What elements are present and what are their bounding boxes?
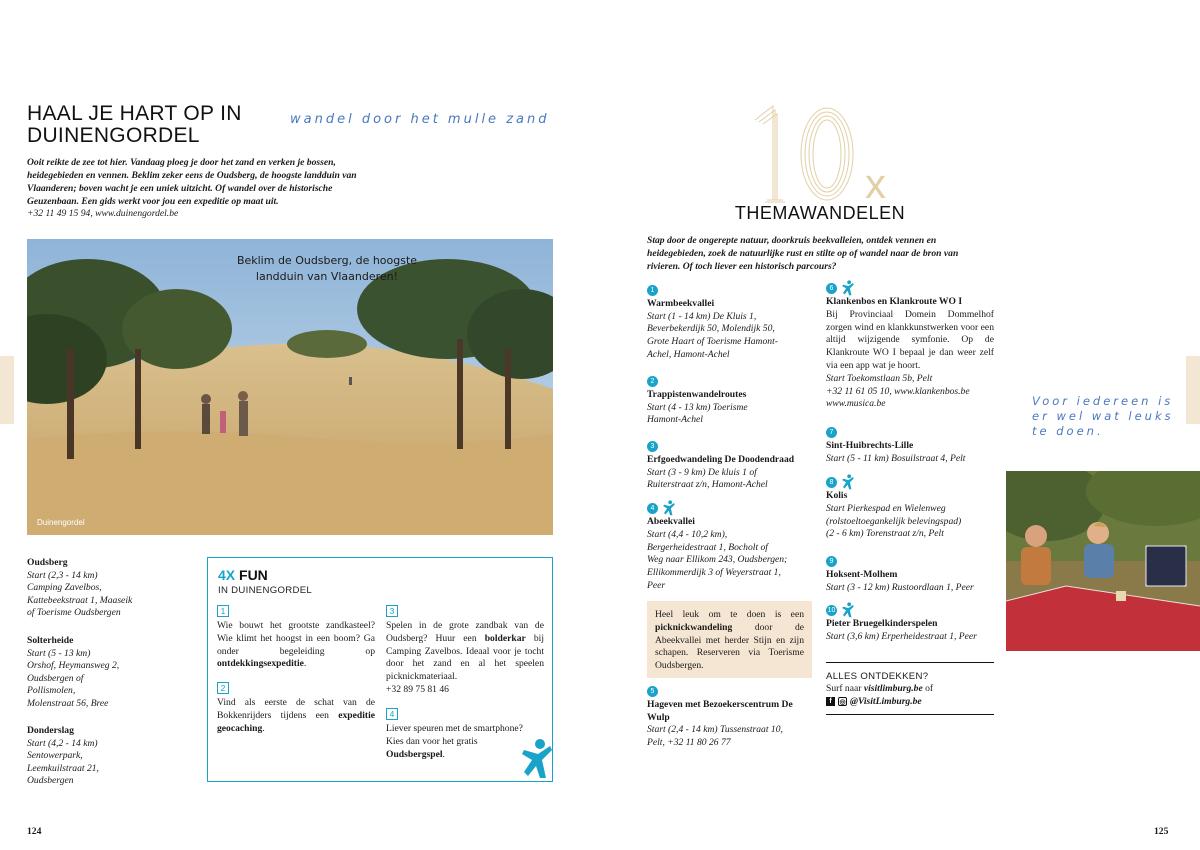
- route-number: 4: [647, 503, 658, 514]
- route-detail: www.musica.be: [826, 398, 886, 410]
- discover-social: [826, 695, 994, 708]
- route-detail: (rolstoeltoegankelijk belevingspad): [826, 515, 962, 527]
- route-5: [647, 686, 817, 750]
- route-number: 9: [826, 556, 837, 567]
- right-edge-tab: [1186, 356, 1200, 424]
- walk-detail: Camping Zavelbos,: [27, 582, 102, 594]
- route-name: Hageven met Bezoekerscentrum De Wulp: [647, 698, 793, 723]
- jumping-figure-icon: [662, 500, 676, 516]
- route-2: [647, 376, 812, 427]
- route-name: Klankenbos en Klankroute WO I: [826, 296, 963, 307]
- route-detail: Start (1 - 14 km) De Kluis 1,: [647, 310, 757, 322]
- walk-solterheide: [27, 635, 197, 711]
- fun-item-number: 2: [217, 682, 229, 694]
- route-name: Hoksent-Molhem: [826, 568, 898, 580]
- tip-bold: picknickwandeling: [655, 621, 733, 633]
- route-number: 5: [647, 686, 658, 697]
- fun-item-text: Spelen in de grote zandbak van de Oudsberg? Huur een: [386, 620, 544, 644]
- route-detail: +32 11 61 05 10, www.klankenbos.be: [826, 385, 970, 397]
- fun-title-rest: FUN: [235, 567, 268, 583]
- route-7: [826, 427, 1001, 465]
- fun-item-number: 1: [217, 605, 229, 617]
- walk-detail: Pollismolen,: [27, 685, 76, 697]
- page-number-right: 125: [1154, 826, 1169, 837]
- jumping-figure-icon: [520, 738, 554, 780]
- social-handle[interactable]: @VisitLimburg.be: [850, 696, 922, 707]
- fun-item-4: [386, 708, 524, 761]
- walk-detail: Start (5 - 13 km): [27, 647, 91, 659]
- route-8: [826, 474, 1001, 541]
- route-number: 10: [827, 606, 836, 614]
- route-name: Kolis: [826, 490, 848, 501]
- fun-item-3: [386, 605, 544, 697]
- fun-item-bold: expeditie geocaching: [217, 709, 375, 734]
- route-detail: Weg naar Ellikom 243, Oudsbergen;: [647, 554, 788, 566]
- fun-item-number: 4: [386, 708, 398, 720]
- right-intro: Stap door de ongerepte natuur, doorkruis beekvalleien, ontdek vennen en heidegebieden, zoek de natuurlijke rust en stilte op of wandel naar de bron van rivieren. Of toch liever een historisch parcours?: [647, 235, 959, 272]
- route-name: Abeekvallei: [647, 516, 695, 527]
- route-number: 1: [647, 285, 658, 296]
- walk-name: Donderslag: [27, 725, 74, 736]
- instagram-icon[interactable]: ◎: [839, 699, 846, 706]
- route-number: 2: [647, 376, 658, 387]
- fun-item-text: .: [262, 722, 265, 734]
- route-detail: Start (4 - 13 km) Toerisme: [647, 401, 748, 413]
- fun-item-bold: bolderkar: [484, 632, 526, 644]
- walk-detail: Orshof, Heymansweg 2,: [27, 660, 120, 672]
- page-number-left: 124: [27, 826, 42, 837]
- fun-item-1: [217, 605, 375, 671]
- route-name: Sint-Huibrechts-Lille: [826, 439, 914, 451]
- walk-detail: of Toerisme Oudsbergen: [27, 607, 121, 619]
- route-detail: Bergerheidestraat 1, Bocholt of: [647, 541, 768, 553]
- route-detail: Pelt, +32 11 80 26 77: [647, 737, 731, 749]
- route-4: [647, 500, 817, 593]
- fun-item-text: .: [303, 658, 307, 670]
- route-detail: Start (2,4 - 14 km) Tussenstraat 10,: [647, 724, 783, 736]
- walk-detail: Molenstraat 56, Bree: [27, 697, 109, 709]
- walk-detail: Oudsbergen: [27, 775, 74, 787]
- dune-photo: [27, 239, 553, 535]
- tip-text: door de Abeekvallei met herder Stijn en zijn schapen. Reserveren via Toerisme Oudsbergen.: [655, 621, 804, 672]
- discover-text-pre: Surf naar: [826, 683, 864, 694]
- fun-box: [207, 557, 553, 782]
- route-description: Bij Provinciaal Domein Dommelhof zorgen wind en klankkunstwerken voor een altijd wijzigende symfonie. Op de Klankroute WO I bepaal je dan weer zelf via een app wat je hoort.: [826, 308, 994, 371]
- big-x: x: [865, 160, 886, 205]
- route-number: 3: [647, 441, 658, 452]
- route-detail: Start (3 - 9 km) De kluis 1 of: [647, 466, 757, 478]
- fun-item-text: Vind als eerste de schat van de Bokkenrijders tijdens een: [217, 697, 375, 721]
- route-name: Trappistenwandelroutes: [647, 388, 747, 400]
- fun-item-bold: ontdekkingsexpeditie: [217, 658, 304, 670]
- page-title: HAAL JE HART OP IN DUINENGORDEL: [27, 102, 242, 147]
- discover-text: [826, 682, 994, 695]
- walk-detail: Sentowerpark,: [27, 750, 83, 762]
- route-number: 7: [826, 427, 837, 438]
- discover-text-post: of: [922, 683, 934, 694]
- fun-item-text: Liever speuren met de smartphone? Kies dan voor het gratis: [386, 723, 523, 747]
- route-detail: Hamont-Achel: [647, 414, 703, 426]
- picnic-tip-box: [647, 601, 812, 678]
- fun-title: [218, 567, 268, 583]
- route-3: [647, 441, 817, 492]
- walk-name: Solterheide: [27, 635, 74, 646]
- route-name: Warmbeekvallei: [647, 297, 715, 309]
- route-name: Erfgoedwandeling De Doodendraad: [647, 453, 795, 465]
- route-9: [826, 556, 1001, 594]
- fun-item-phone: +32 89 75 81 46: [386, 683, 449, 695]
- fun-item-bold: Oudsbergspel: [386, 748, 443, 760]
- fun-item-text: bij Camping Zavelbos. Ideaal voor je tocht door het zand en al het speelen picknickmateriaal.: [386, 632, 544, 683]
- route-detail: Start (3,6 km) Erperheidestraat 1, Peer: [826, 630, 977, 642]
- jumping-figure-icon: [841, 602, 855, 618]
- route-detail: Start Pierkespad en Wielenweg: [826, 502, 946, 514]
- jumping-figure-icon: [841, 280, 855, 296]
- walk-detail: Leemkuilstraat 21,: [27, 762, 99, 774]
- route-number: 6: [826, 283, 837, 294]
- picnic-photo: [1006, 471, 1200, 651]
- handwritten-note: wandel door het mulle zand: [290, 112, 550, 127]
- walk-oudsberg: [27, 557, 197, 620]
- route-detail: Start (5 - 11 km) Bosuilstraat 4, Pelt: [826, 452, 966, 464]
- route-detail: Start (3 - 12 km) Rustoordlaan 1, Peer: [826, 581, 974, 593]
- route-10: [826, 602, 1001, 644]
- fun-title-accent: 4X: [218, 567, 236, 583]
- walk-name: Oudsberg: [27, 557, 68, 568]
- tip-text: Heel leuk om te doen is een: [655, 609, 804, 620]
- discover-title: ALLES ONTDEKKEN?: [826, 671, 929, 682]
- route-detail: (2 - 6 km) Torenstraat z/n, Pelt: [826, 528, 944, 540]
- discover-box: [826, 662, 994, 715]
- fun-item-2: [217, 682, 375, 735]
- route-detail: Peer: [647, 579, 666, 591]
- big-ten-graphic: [735, 100, 915, 205]
- fun-item-number: 3: [386, 605, 398, 617]
- route-detail: Ellikommerdijk 3 of Weyerstraat 1,: [647, 567, 781, 579]
- discover-link[interactable]: visitlimburg.be: [863, 683, 923, 694]
- route-number: 8: [826, 477, 837, 488]
- route-detail: Achel, Hamont-Achel: [647, 348, 730, 360]
- photo-credit: Duinengordel: [37, 518, 85, 527]
- fun-item-text: Wie bouwt het grootste zandkasteel? Wie klimt het hoogst in een boom? Ga onder begeleiding op: [217, 620, 375, 657]
- route-detail: Start (4,4 - 10,2 km),: [647, 528, 728, 540]
- photo-caption: Beklim de Oudsberg, de hoogste landduin van Vlaanderen!: [236, 254, 418, 283]
- walk-donderslag: [27, 725, 197, 788]
- walk-detail: Start (2,3 - 14 km): [27, 569, 98, 581]
- themawandelen-title: THEMAWANDELEN: [734, 203, 906, 223]
- walk-detail: Start (4,2 - 14 km): [27, 737, 98, 749]
- walk-detail: Kattebeekstraat 1, Maaseik: [27, 594, 133, 606]
- left-edge-tab: [0, 356, 14, 424]
- intro-contact: +32 11 49 15 94, www.duinengordel.be: [27, 208, 179, 219]
- jumping-figure-icon: [841, 474, 855, 490]
- route-detail: Beverbekerdijk 50, Molendijk 50,: [647, 323, 775, 335]
- fun-subtitle: IN DUINENGORDEL: [218, 585, 313, 596]
- fun-item-text: .: [442, 748, 445, 760]
- intro-text: Ooit reikte de zee tot hier. Vandaag ploeg je door het zand en verken je bossen, heidegebieden en vennen. Beklim zeker eens de Oudsberg, de hoogste landduin van Vlaanderen; boven wacht je een uniek uitzicht. Of wandel over de historische Geuzenbaan. Een gids werkt voor jou een expeditie op maat uit.: [27, 157, 357, 207]
- route-6: [826, 280, 994, 411]
- handwritten-note-right: Voor iedereen is er wel wat leuks te doen.: [1032, 394, 1174, 438]
- walk-detail: Oudsbergen of: [27, 672, 84, 684]
- facebook-icon[interactable]: f: [826, 697, 835, 706]
- route-detail: Ruiterstraat z/n, Hamont-Achel: [647, 479, 768, 491]
- route-detail: Start Toekomstlaan 5b, Pelt: [826, 372, 933, 384]
- big-number: 10: [735, 100, 736, 101]
- route-detail: Grote Haart of Toerisme Hamont-: [647, 336, 778, 348]
- route-1: [647, 285, 812, 362]
- route-name: Pieter Bruegelkinderspelen: [826, 618, 938, 629]
